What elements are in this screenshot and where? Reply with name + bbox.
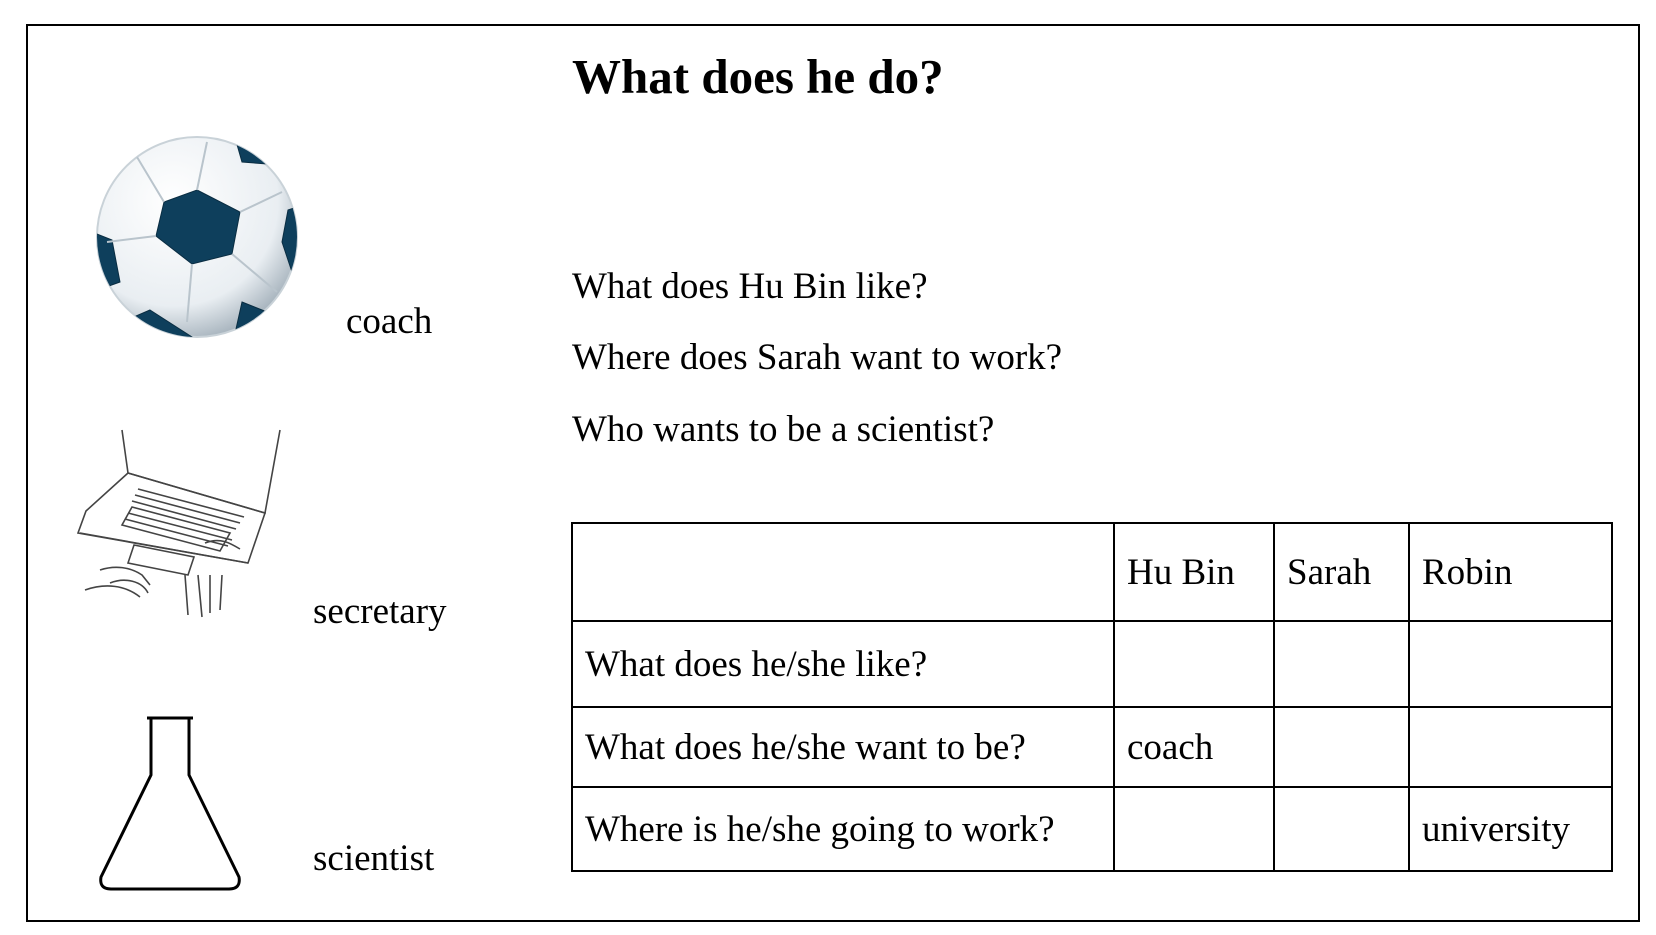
flask-icon	[95, 715, 255, 895]
table-row	[572, 621, 1612, 707]
answer-table	[571, 522, 1613, 872]
question-3: Who wants to be a scientist?	[572, 409, 995, 450]
label-secretary: secretary	[313, 591, 447, 632]
header-cell-sarah: Sarah	[1274, 523, 1409, 621]
table-cell[interactable]	[1114, 787, 1274, 871]
row-question: What does he/she want to be?	[572, 707, 1114, 787]
header-cell-hu-bin: Hu Bin	[1114, 523, 1274, 621]
table-cell[interactable]	[1274, 621, 1409, 707]
table-row	[572, 707, 1612, 787]
row-question: What does he/she like?	[572, 621, 1114, 707]
label-scientist: scientist	[313, 838, 435, 879]
table-cell[interactable]	[1114, 621, 1274, 707]
header-cell-empty	[572, 523, 1114, 621]
header-cell-robin: Robin	[1409, 523, 1612, 621]
table-cell[interactable]: coach	[1114, 707, 1274, 787]
row-question: Where is he/she going to work?	[572, 787, 1114, 871]
table-cell[interactable]: university	[1409, 787, 1612, 871]
label-coach: coach	[346, 301, 433, 342]
question-2: Where does Sarah want to work?	[572, 337, 1063, 378]
table-cell[interactable]	[1409, 707, 1612, 787]
question-1: What does Hu Bin like?	[572, 266, 928, 307]
table-cell[interactable]	[1409, 621, 1612, 707]
table-row	[572, 787, 1612, 871]
table-header-row	[572, 523, 1612, 621]
soccer-ball-icon	[92, 132, 302, 342]
laptop-typing-icon	[70, 425, 290, 623]
table-cell[interactable]	[1274, 707, 1409, 787]
table-cell[interactable]	[1274, 787, 1409, 871]
page-title: What does he do?	[572, 49, 944, 104]
